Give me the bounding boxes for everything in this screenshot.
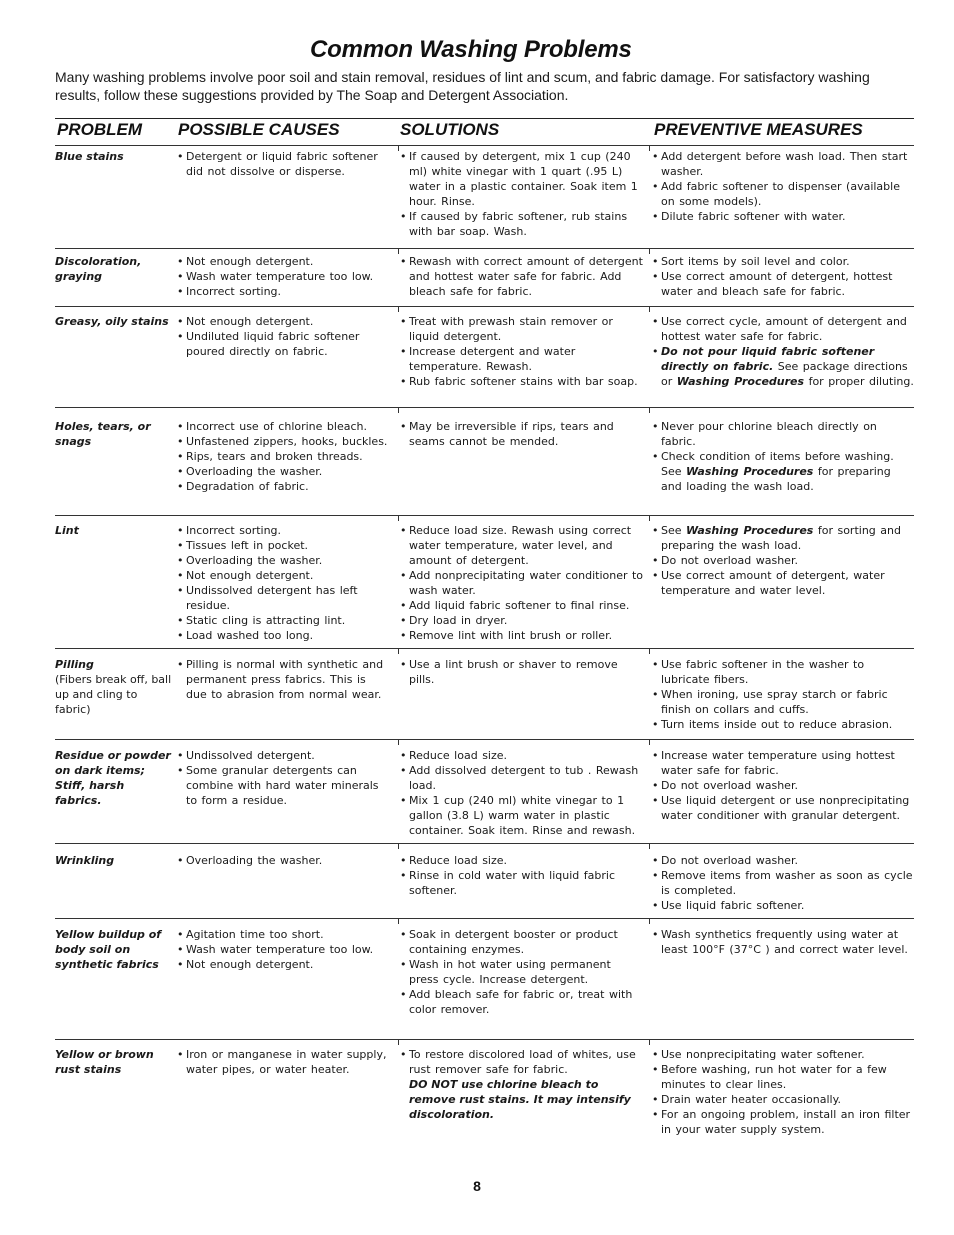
column-tick: [649, 843, 650, 849]
preventive-item: • For an ongoing problem, install an iron filter in your water supply system.: [652, 1107, 914, 1137]
solutions-cell: [400, 314, 644, 389]
row-rule: [55, 1039, 914, 1040]
cause-item: • Load washed too long.: [177, 628, 389, 643]
column-tick: [398, 306, 399, 312]
solution-item: • Wash in hot water using permanent press cycle. Increase detergent.: [400, 957, 644, 987]
preventive-item: • Use correct amount of detergent, hottest water and bleach safe for fabric.: [652, 269, 914, 299]
cause-item: • Detergent or liquid fabric softener did not dissolve or disperse.: [177, 149, 389, 179]
cause-item: • Tissues left in pocket.: [177, 538, 389, 553]
header-rule: [55, 118, 914, 119]
cause-list: [177, 254, 389, 299]
solution-list: [400, 254, 644, 299]
cause-item: • Incorrect use of chlorine bleach.: [177, 419, 389, 434]
preventive-cell: [652, 657, 914, 732]
problem-cell: [55, 927, 173, 972]
solution-list: [400, 748, 644, 838]
preventive-cell: [652, 748, 914, 823]
row-rule: [55, 407, 914, 408]
cause-item: • Undissolved detergent has left residue.: [177, 583, 389, 613]
cause-item: • Not enough detergent.: [177, 957, 389, 972]
cause-item: • Pilling is normal with synthetic and permanent press fabrics. This is due to abrasion from normal wear.: [177, 657, 389, 702]
solutions-cell: [400, 1047, 644, 1122]
problem-name: Lint: [55, 524, 79, 537]
cause-list: [177, 853, 389, 868]
causes-cell: [177, 254, 389, 299]
preventive-item: • Wash synthetics frequently using water at least 100°F (37°C ) and correct water level.: [652, 927, 914, 957]
cause-list: [177, 748, 389, 808]
solution-item: • Increase detergent and water temperature. Rewash.: [400, 344, 644, 374]
causes-cell: [177, 927, 389, 972]
column-tick: [649, 739, 650, 745]
preventive-cell: [652, 927, 914, 957]
solution-warning: DO NOT use chlorine bleach to remove rust stains. It may intensify discoloration.: [409, 1078, 631, 1121]
problem-name: Residue or powder on dark items; Stiff, harsh fabrics.: [55, 749, 171, 807]
row-rule: [55, 248, 914, 249]
preventive-item: • Turn items inside out to reduce abrasion.: [652, 717, 914, 732]
cause-item: • Incorrect sorting.: [177, 284, 389, 299]
header-solutions: SOLUTIONS: [400, 120, 500, 139]
cause-item: • Not enough detergent.: [177, 254, 389, 269]
solution-item: • If caused by fabric softener, rub stains with bar soap. Wash.: [400, 209, 644, 239]
solutions-cell: [400, 657, 644, 687]
cause-list: [177, 657, 389, 702]
column-tick: [398, 843, 399, 849]
problem-name: Greasy, oily stains: [55, 315, 169, 328]
preventive-cell: [652, 149, 914, 224]
preventive-item: • Do not overload washer.: [652, 553, 914, 568]
problem-name: Yellow or brown rust stains: [55, 1048, 154, 1076]
solution-item: • Reduce load size.: [400, 748, 644, 763]
column-tick: [649, 918, 650, 924]
solution-item: • If caused by detergent, mix 1 cup (240 ml) white vinegar with 1 quart (.95 L) water in a plastic container. Soak item 1 hour. Rinse.: [400, 149, 644, 209]
header-possible-causes: POSSIBLE CAUSES: [178, 120, 340, 139]
preventive-item: • Add detergent before wash load. Then start washer.: [652, 149, 914, 179]
washing-procedures-ref: Washing Procedures: [676, 375, 805, 388]
ref-post-text: for proper diluting.: [804, 375, 914, 388]
solution-item: • Treat with prewash stain remover or liquid detergent.: [400, 314, 644, 344]
solution-list: [400, 523, 644, 643]
cause-item: • Wash water temperature too low.: [177, 942, 389, 957]
preventive-item: • Use correct cycle, amount of detergent and hottest water safe for fabric.: [652, 314, 914, 344]
preventive-item: • Use fabric softener in the washer to lubricate fibers.: [652, 657, 914, 687]
causes-cell: [177, 1047, 389, 1077]
solution-item: • Remove lint with lint brush or roller.: [400, 628, 644, 643]
causes-cell: [177, 149, 389, 179]
solutions-cell: [400, 149, 644, 239]
solutions-cell: [400, 523, 644, 643]
preventive-list: [652, 748, 914, 823]
problem-name: Yellow buildup of body soil on synthetic fabrics: [55, 928, 162, 971]
cause-item: • Agitation time too short.: [177, 927, 389, 942]
ref-pre-text: See package directions or: [661, 360, 908, 388]
solution-item: • Use a lint brush or shaver to remove pills.: [400, 657, 644, 687]
preventive-list: [652, 853, 914, 913]
cause-list: [177, 314, 389, 359]
preventive-item: • Do not overload washer.: [652, 778, 914, 793]
solutions-cell: [400, 254, 644, 299]
cause-item: • Rips, tears and broken threads.: [177, 449, 389, 464]
causes-cell: [177, 853, 389, 868]
solution-item: • Soak in detergent booster or product containing enzymes.: [400, 927, 644, 957]
column-tick: [398, 145, 399, 151]
column-tick: [649, 407, 650, 413]
problem-cell: [55, 1047, 173, 1077]
preventive-list: [652, 523, 914, 598]
preventive-item: • Remove items from washer as soon as cycle is completed.: [652, 868, 914, 898]
preventive-cell: [652, 314, 914, 389]
problem-note: (Fibers break off, ball up and cling to fabric): [55, 673, 172, 716]
column-tick: [398, 407, 399, 413]
washing-procedures-ref: Washing Procedures: [686, 465, 814, 478]
cause-item: • Overloading the washer.: [177, 464, 389, 479]
emphasis-text: Do not pour liquid fabric softener directly on fabric.: [661, 345, 875, 373]
column-tick: [398, 515, 399, 521]
problem-cell: [55, 254, 173, 284]
preventive-list: [652, 657, 914, 732]
column-tick: [398, 739, 399, 745]
problem-name: Holes, tears, or snags: [55, 420, 151, 448]
preventive-list: [652, 254, 914, 299]
preventive-cell: [652, 523, 914, 598]
preventive-item: • Use liquid detergent or use nonprecipitating water conditioner with granular detergent.: [652, 793, 914, 823]
preventive-list: [652, 149, 914, 224]
preventive-item: • Use correct amount of detergent, water temperature and water level.: [652, 568, 914, 598]
preventive-cell: [652, 1047, 914, 1137]
row-rule: [55, 145, 914, 146]
causes-cell: [177, 314, 389, 359]
solution-list: [400, 927, 644, 1017]
cause-item: • Undiluted liquid fabric softener poured directly on fabric.: [177, 329, 389, 359]
problem-cell: [55, 419, 173, 449]
solution-list: [400, 853, 644, 898]
solution-item: • To restore discolored load of whites, use rust remover safe for fabric.: [400, 1047, 644, 1077]
row-rule: [55, 515, 914, 516]
cause-list: [177, 419, 389, 494]
preventive-cell: [652, 254, 914, 299]
preventive-item: • Do not overload washer.: [652, 853, 914, 868]
header-preventive-measures: PREVENTIVE MEASURES: [654, 120, 863, 139]
problem-cell: [55, 657, 173, 717]
problem-cell: [55, 149, 173, 164]
cause-list: [177, 1047, 389, 1077]
cause-list: [177, 927, 389, 972]
column-tick: [649, 1039, 650, 1045]
cause-item: • Incorrect sorting.: [177, 523, 389, 538]
cause-item: • Wash water temperature too low.: [177, 269, 389, 284]
solution-item: • Dry load in dryer.: [400, 613, 644, 628]
washing-procedures-ref: Washing Procedures: [686, 524, 814, 537]
preventive-list: [652, 419, 914, 494]
solutions-cell: [400, 419, 644, 449]
preventive-list: [652, 927, 914, 957]
causes-cell: [177, 657, 389, 702]
preventive-item: • Drain water heater occasionally.: [652, 1092, 914, 1107]
solution-item: • Mix 1 cup (240 ml) white vinegar to 1 gallon (3.8 L) warm water in plastic container. Soak item. Rinse and rewash.: [400, 793, 644, 838]
preventive-item: • Never pour chlorine bleach directly on fabric.: [652, 419, 914, 449]
causes-cell: [177, 748, 389, 808]
cause-item: • Undissolved detergent.: [177, 748, 389, 763]
problem-cell: [55, 523, 173, 538]
solutions-cell: [400, 748, 644, 838]
problem-name: Pilling: [55, 658, 94, 671]
column-tick: [398, 1039, 399, 1045]
solution-list: [400, 419, 644, 449]
cause-item: • Not enough detergent.: [177, 568, 389, 583]
solution-item: • Reduce load size. Rewash using correct water temperature, water level, and amount of detergent.: [400, 523, 644, 568]
header-problem: PROBLEM: [57, 120, 142, 139]
preventive-item: • Dilute fabric softener with water.: [652, 209, 914, 224]
solution-item: • Rub fabric softener stains with bar soap.: [400, 374, 644, 389]
solution-item: • May be irreversible if rips, tears and seams cannot be mended.: [400, 419, 644, 449]
cause-list: [177, 523, 389, 643]
cause-item: • Iron or manganese in water supply, water pipes, or water heater.: [177, 1047, 389, 1077]
cause-item: • Some granular detergents can combine with hard water minerals to form a residue.: [177, 763, 389, 808]
column-tick: [649, 515, 650, 521]
preventive-list: [652, 1047, 914, 1137]
column-tick: [398, 918, 399, 924]
preventive-item: • Sort items by soil level and color.: [652, 254, 914, 269]
cause-item: • Static cling is attracting lint.: [177, 613, 389, 628]
solution-item: • Reduce load size.: [400, 853, 644, 868]
ref-post-text: for preparing and loading the wash load.: [661, 465, 891, 493]
cause-item: • Overloading the washer.: [177, 853, 389, 868]
solution-item: • Add dissolved detergent to tub . Rewash load.: [400, 763, 644, 793]
preventive-item: • Use nonprecipitating water softener.: [652, 1047, 914, 1062]
column-tick: [398, 248, 399, 254]
cause-list: [177, 149, 389, 179]
solution-item: • Add bleach safe for fabric or, treat with color remover.: [400, 987, 644, 1017]
problem-name: Wrinkling: [55, 854, 115, 867]
solution-list: [400, 314, 644, 389]
column-tick: [649, 306, 650, 312]
solution-list: [400, 657, 644, 687]
preventive-item: [652, 344, 914, 389]
row-rule: [55, 739, 914, 740]
preventive-item: [652, 449, 914, 494]
causes-cell: [177, 523, 389, 643]
column-tick: [398, 648, 399, 654]
cause-item: • Overloading the washer.: [177, 553, 389, 568]
solution-item: • Rewash with correct amount of detergent and hottest water safe for fabric. Add bleach safe for fabric.: [400, 254, 644, 299]
ref-pre-text: See: [661, 524, 687, 537]
solution-item: • Add nonprecipitating water conditioner to wash water.: [400, 568, 644, 598]
problem-name: Discoloration, graying: [55, 255, 142, 283]
solutions-cell: [400, 853, 644, 898]
preventive-cell: [652, 419, 914, 494]
causes-cell: [177, 419, 389, 494]
column-tick: [649, 248, 650, 254]
solution-item: • Rinse in cold water with liquid fabric softener.: [400, 868, 644, 898]
preventive-item: • Before washing, run hot water for a few minutes to clear lines.: [652, 1062, 914, 1092]
preventive-item: • Use liquid fabric softener.: [652, 898, 914, 913]
problem-cell: [55, 748, 173, 808]
row-rule: [55, 648, 914, 649]
cause-item: • Not enough detergent.: [177, 314, 389, 329]
column-tick: [649, 648, 650, 654]
preventive-item: [652, 523, 914, 553]
solution-list: [400, 149, 644, 239]
ref-pre-text: Check condition of items before washing. See: [661, 450, 894, 478]
cause-item: • Unfastened zippers, hooks, buckles.: [177, 434, 389, 449]
solution-list: [400, 1047, 644, 1077]
row-rule: [55, 306, 914, 307]
row-rule: [55, 843, 914, 844]
cause-item: • Degradation of fabric.: [177, 479, 389, 494]
preventive-item: • When ironing, use spray starch or fabric finish on collars and cuffs.: [652, 687, 914, 717]
preventive-item: • Add fabric softener to dispenser (available on some models).: [652, 179, 914, 209]
preventive-list: [652, 314, 914, 389]
page-title: Common Washing Problems: [310, 36, 632, 63]
ref-post-text: for sorting and preparing the wash load.: [661, 524, 901, 552]
problem-name: Blue stains: [55, 150, 124, 163]
preventive-item: • Increase water temperature using hottest water safe for fabric.: [652, 748, 914, 778]
problem-cell: [55, 853, 173, 868]
row-rule: [55, 918, 914, 919]
problem-cell: [55, 314, 173, 329]
column-tick: [649, 145, 650, 151]
solution-item: • Add liquid fabric softener to final rinse.: [400, 598, 644, 613]
intro-paragraph: Many washing problems involve poor soil and stain removal, residues of lint and scum, and fabric damage. For satisfactory washing results, follow these suggestions provided by The Soap and Detergent Association.: [55, 69, 870, 103]
preventive-cell: [652, 853, 914, 913]
solutions-cell: [400, 927, 644, 1017]
page-number: 8: [473, 1178, 481, 1194]
